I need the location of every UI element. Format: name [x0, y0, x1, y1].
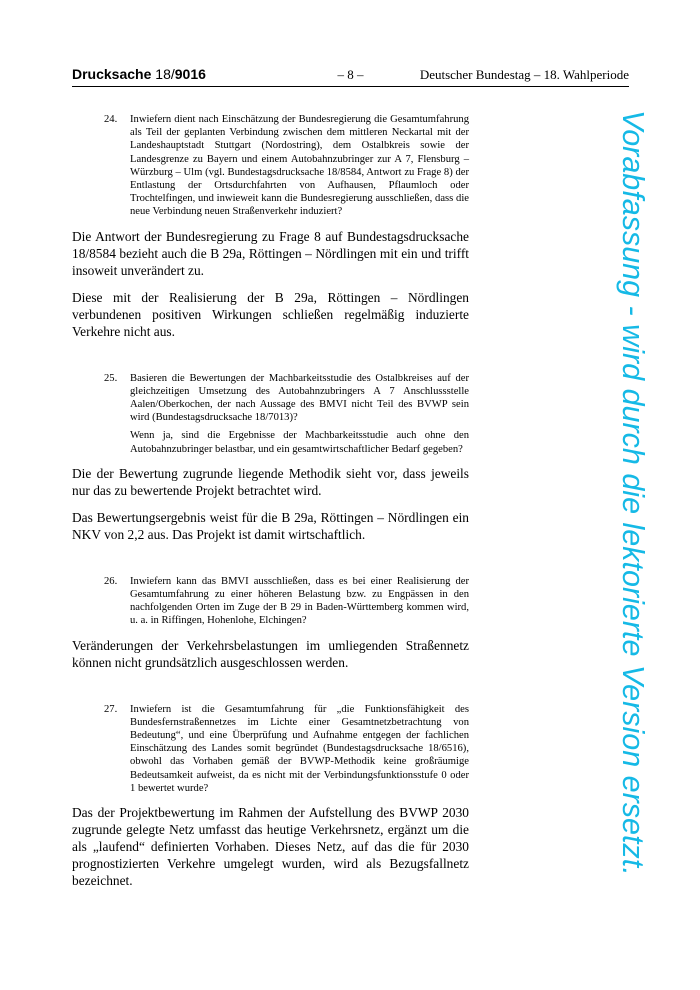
institution-name: Deutscher Bundestag – 18. Wahlperiode	[419, 67, 629, 82]
document-number-prefix: 18/	[155, 66, 175, 82]
draft-watermark	[616, 110, 688, 905]
answer-paragraph: Das der Projektbewertung im Rahmen der Aufstellung des BVWP 2030 zugrunde gelegte Netz umfasst das heutige Verkehrsnetz, ergänzt um die als „laufend“ definierten Vorhaben. Dieses Netz, auf das die für 2030 prognostizierten Verkehre umgelegt wurden, wird als Bezugsfallnetz bezeichnet.	[72, 805, 469, 889]
answer-paragraph: Die der Bewertung zugrunde liegende Methodik sieht vor, dass jeweils nur das zu bewertende Projekt betrachtet wird.	[72, 465, 469, 498]
document-label: Drucksache	[72, 66, 152, 82]
answer-paragraph: Das Bewertungsergebnis weist für die B 29a, Röttingen – Nördlingen ein NKV von 2,2 aus. Das Projekt ist damit wirtschaftlich.	[72, 509, 469, 542]
question-number: 24.	[104, 114, 118, 125]
question-text	[130, 113, 469, 219]
page-number: – 8 –	[337, 67, 364, 82]
question-text	[130, 575, 469, 628]
page-header	[72, 66, 629, 87]
watermark-text: Vorabfassung - wird durch die lektorierte Version ersetzt.	[616, 110, 650, 876]
question-text	[130, 372, 469, 456]
question-paragraph: Inwiefern dient nach Einschätzung der Bundesregierung die Gesamtumfahrung als Teil der geplanten Verbindung zwischen dem mittleren Neckartal mit der Landeshauptstadt Stuttgart (Nordostring), dem Ostalbkreis sowie der Landesgrenze zu Bayern und einem Autobahnzubringer zur A 7, Flensburg – Würzburg – Ulm (vgl. Bundestagsdrucksache 18/8584, Antwort zu Frage 8) der Entlastung der Ortsdurchfahrten von Aufhausen, Pflaumloch oder Trochtelfingen, und inwieweit kann die Bundesregierung ausschließen, dass die neue Verbindung neuen Straßenverkehr induziert?	[130, 114, 469, 218]
question-27	[104, 703, 469, 795]
question-paragraph: Inwiefern kann das BMVI ausschließen, dass es bei einer Realisierung der Gesamtumfahrung zu einer höheren Belastung bzw. zu Engpässen in den nachfolgenden Orten im Zuge der B 29 in Baden-Württemberg kommen wird, u. a. in Riffingen, Hohenlohe, Elchingen?	[130, 575, 469, 627]
question-24	[104, 113, 469, 219]
question-26	[104, 575, 469, 628]
question-number: 26.	[104, 575, 118, 587]
question-paragraph: Wenn ja, sind die Ergebnisse der Machbarkeitsstudie auch ohne den Autobahnzubringer belastbar, und ein gesamtwirtschaftlicher Bedarf gegeben?	[130, 430, 469, 455]
page-content	[72, 113, 469, 899]
answer-paragraph: Diese mit der Realisierung der B 29a, Röttingen – Nördlingen verbundenen positiven Wirkungen schließen regelmäßig induzierte Verkehre nicht aus.	[72, 289, 469, 339]
document-number-value: 9016	[174, 66, 206, 82]
answer-paragraph: Veränderungen der Verkehrsbelastungen im umliegenden Straßennetz können nicht grundsätzlich ausgeschlossen werden.	[72, 637, 469, 670]
question-number: 25.	[104, 372, 118, 384]
question-25	[104, 372, 469, 456]
question-text	[130, 703, 469, 795]
question-paragraph: Inwiefern ist die Gesamtumfahrung für „die Funktionsfähigkeit des Bundesfernstraßennetzes im Lichte einer Gesamtnetzbetrachtung von Bedeutung“, und eine Überprüfung und Aufnahme entgegen der fachlichen Einschätzung des Landes somit begründet (Bundestagsdrucksache 18/6516), obwohl das Vorhaben gemäß der BVWP-Methodik keine großräumige Bedeutsamkeit aufweist, da es nicht mit der Verbindungsfunktionsstufe 0 oder 1 bewertet wurde?	[130, 703, 469, 794]
question-number: 27.	[104, 703, 118, 715]
answer-paragraph: Die Antwort der Bundesregierung zu Frage 8 auf Bundestagsdrucksache 18/8584 bezieht auch die B 29a, Röttingen – Nördlingen mit ein und trifft insoweit unverändert zu.	[72, 228, 469, 278]
question-paragraph: Basieren die Bewertungen der Machbarkeitsstudie des Ostalbkreises auf der gleichzeitigen Umsetzung des Autobahnzubringers A 7 Anschlussstelle Aalen/Oberkochen, der nach Aussage des BMVI nicht Teil des BVWP sein wird (Bundestagsdrucksache 18/7013)?	[130, 372, 469, 424]
